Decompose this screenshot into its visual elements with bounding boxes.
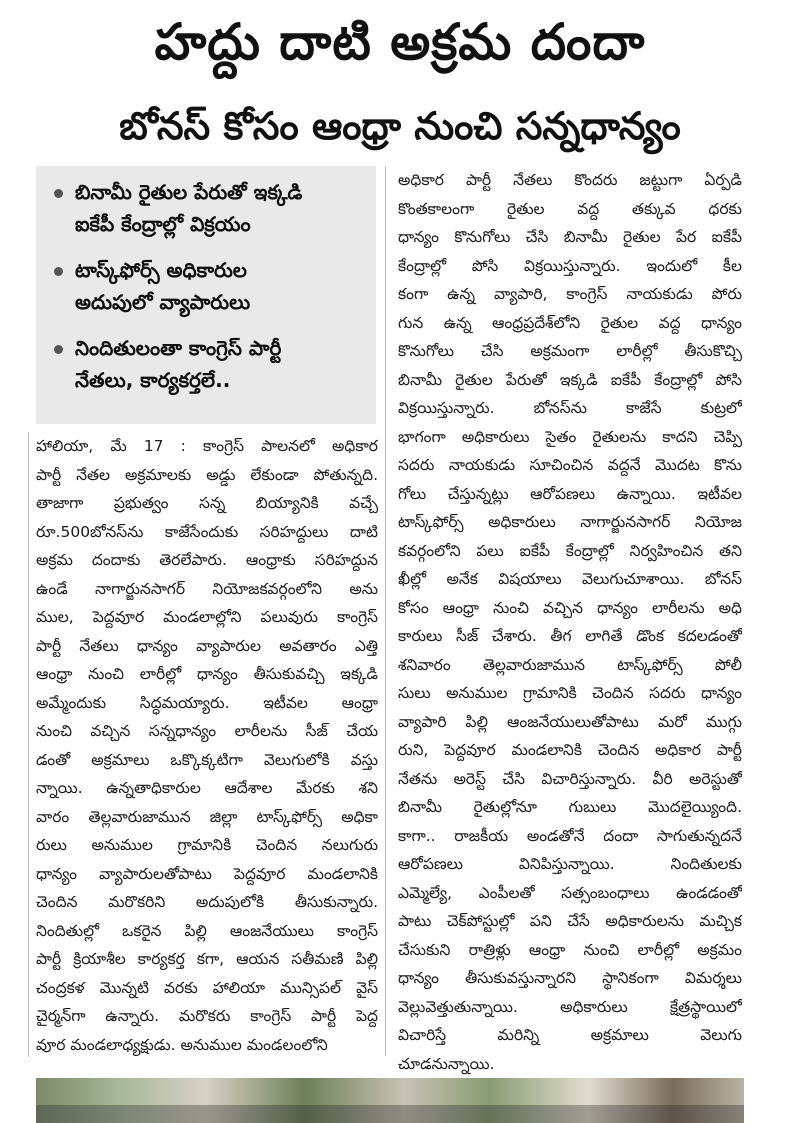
article-line: ఖీల్లో అనేక విషయాలు వెలుగుచూశాయి. బోనస్ [398,570,742,588]
article-line: ముల, పెద్దవూర మండలాల్లోని పలువురు కాంగ్రెస్ [36,608,378,626]
article-line: వెల్లువెత్తుతున్నాయి. అధికారులు క్షేత్రస్థాయిలో [398,997,742,1016]
highlight-line: ఐకేపీ కేంద్రాల్లో విక్రయం [75,212,251,236]
highlight-item [54,176,362,240]
article-line: నేతను అరెస్ట్ చేసి విచారిస్తున్నారు. వీరి అరెస్టుతో [398,769,742,788]
article-line: కవర్గంలోని పలు ఐకేపీ కేంద్రాల్లో నిర్వహించిన తని [398,541,742,560]
article-line: వ్యాపారి పిల్లి ఆంజనేయులుతోపాటు మరో ముగ్గు [398,712,742,731]
article-line: చూడనున్నాయి. [398,1054,495,1073]
subheadline: బోనస్ కోసం ఆంధ్రా నుంచి సన్నధాన్యం [119,104,681,148]
article-line: కొంతకాలంగా రైతుల వద్ద తక్కువ ధరకు [398,199,742,218]
article-line: చంద్రకళ మొన్నటి వరకు హాలియా మున్సిపల్ వైస్ [36,978,378,997]
article-line: ఆరోపణలు వినిపిస్తున్నాయి. నిందితులకు [398,855,742,873]
article-line: ధాన్యం తీసుకువస్తున్నారని స్థానికంగా విమర్శలు [398,969,742,987]
article-line: వూర మండలాధ్యక్షుడు. అనుముల మండలంలోని [36,1035,328,1054]
article-line: కంగా ఉన్న వ్యాపారి, కాంగ్రెస్ నాయకుడు పోరు [398,285,742,303]
article-line: బినామీ రైతుల పేరుతో ఇక్కడి ఐకేపీ కేంద్రాల్లో పోసి [398,370,742,389]
article-line: వారం తెల్లవారుజామున జిల్లా టాస్క్‌ఫోర్స్ అధికా [36,807,378,826]
article-line: శనివారం తెల్లవారుజామున టాస్క్‌ఫోర్స్ పోలీ [398,655,742,674]
article-line: భాగంగా అధికారులు సైతం రైతులను కాదని చెప్పి [398,427,742,446]
article-line: పార్టీ నేతల అక్రమాలకు అడ్డు లేకుండా పోతున్నది. [36,465,378,484]
article-line: చెందిన మరొకరిని అదుపులోకి తీసుకున్నారు. [36,893,378,911]
headline: హద్దు దాటి అక్రమ దందా [154,13,646,71]
article-line: ఎమ్మెల్యే, ఎంపీలతో సత్సంబంధాలు ఉండడంతో [398,883,742,902]
highlight-line: అదుపులో వ్యాపారులు [75,290,251,314]
article-line: హాలియా, మే 17 : కాంగ్రెస్ పాలనలో అధికార [36,437,378,455]
article-line: కోసం ఆంధ్రా నుంచి వచ్చిన ధాన్యం లారీలను అధి [398,598,742,617]
article-line: టాస్క్‌ఫోర్స్ అధికారులు నాగార్జునసాగర్ నియోజ [398,513,742,531]
bullet-icon [54,267,63,276]
bullet-icon [54,345,63,354]
article-line: నుంచి వచ్చిన సన్నధాన్యం లారీలను సీజ్ చేయ [36,722,378,740]
article-line: కొనుగోలు చేసి అక్రమంగా లారీల్లో తీసుకొచ్చి [398,342,742,360]
news-photo [36,1078,744,1123]
article-line: గున ఉన్న ఆంధ్రప్రదేశ్‌లోని రైతుల వద్ద ధాన్యం [398,313,742,332]
article-line: సదరు నాయకుడు సూచించిన వద్దనే మొదట కొను [398,456,742,474]
article-line: అక్రమ దందాకు తెరలేపారు. ఆంధ్రాకు సరిహద్దున [36,551,378,569]
article-line: గోలు చేస్తున్నట్లు ఆరోపణలు ఉన్నాయి. ఇటీవల [398,484,742,503]
column-divider [28,432,29,1057]
article-line: ధాన్యం వ్యాపారులతోపాటు పెద్దవూర మండలానికి [36,864,378,883]
article-line: కేంద్రాల్లో పోసి విక్రయిస్తున్నారు. ఇందులో కీల [398,256,742,275]
article-line: డంతో అక్రమాలు ఒక్కొక్కటిగా వెలుగులోకి వస్తు [36,750,378,769]
article-line: అధికార పార్టీ నేతలు కొందరు జట్టుగా ఏర్పడి [398,171,742,189]
article-column-right [398,166,742,1078]
highlight-line: నేతలు, కార్యకర్తలే.. [75,368,231,392]
highlight-line: నిందితులంతా కాంగ్రెస్ పార్టీ [75,336,282,360]
column-divider [385,166,386,1056]
article-line: చైర్మన్‌గా ఉన్నారు. మరొకరు కాంగ్రెస్ పార్టీ పెద్ద [36,1007,378,1025]
article-column-left [36,432,378,1059]
article-line: రూ.500బోనస్‌ను కాజేసేందుకు సరిహద్దులు దాటి [36,522,378,541]
highlights-box [36,166,376,424]
article-line: రుని, పెద్దవూర మండలానికి చెందిన అధికార పార్టీ [398,741,742,759]
article-line: అమ్మేందుకు సిద్ధమయ్యారు. ఇటీవల ఆంధ్రా [36,693,378,712]
article-line: పార్టీ క్రియాశీల కార్యకర్త కగా, ఆయన సతీమణి పిల్లి [36,950,378,968]
article-line: న్నాయి. ఉన్నతాధికారుల ఆదేశాల మేరకు శని [36,779,378,797]
article-line: కారులు సీజ్ చేశారు. తీగ లాగితే డొంక కదలడంతో [398,627,742,645]
bullet-icon [54,189,63,198]
article-line: ఉండే నాగార్జునసాగర్ నియోజకవర్గంలోని అను [36,579,378,598]
highlight-line: బినామీ రైతుల పేరుతో ఇక్కడి [75,180,303,204]
article-line: చేసుకుని రాత్రిళ్లు ఆంధ్రా నుంచి లారీల్లో అక్రమం [398,940,742,959]
article-line: ఆంధ్రా నుంచి లారీల్లో ధాన్యం తీసుకువచ్చి ఇక్కడి [36,665,378,683]
article-line: బినామీ రైతుల్లోనూ గుబులు మొదలైయ్యింది. [398,798,742,816]
highlight-item [54,254,362,318]
article-line: ధాన్యం కొనుగోలు చేసి బినామీ రైతుల పేర ఐకేపీ [398,228,742,246]
article-line: విచారిస్తే మరిన్ని అక్రమాలు వెలుగు [398,1026,742,1044]
article-line: కాగా.. రాజకీయ అండతోనే దందా సాగుతున్నదనే [398,826,742,845]
highlight-item [54,332,362,396]
article-line: విక్రయిస్తున్నారు. బోనస్‌ను కాజేసే కుట్రలో [398,399,742,417]
article-line: సులు అనుముల గ్రామానికి చెందిన సదరు ధాన్యం [398,684,742,702]
highlight-line: టాస్క్‌ఫోర్స్ అధికారుల [75,258,247,282]
article-line: రులు అనుముల గ్రామానికి చెందిన నలుగురు [36,836,378,854]
article-line: పాటు చెక్‌పోస్టుల్లో పని చేసే అధికారులను మచ్చిక [398,912,742,930]
article-line: నిందితుల్లో ఒకరైన పిల్లి ఆంజనేయులు కాంగ్రెస్ [36,921,378,940]
article-line: పార్టీ నేతలు ధాన్యం వ్యాపారుల అవతారం ఎత్తి [36,636,378,655]
article-line: తాజాగా ప్రభుత్వం సన్న బియ్యానికి వచ్చే [36,494,378,512]
